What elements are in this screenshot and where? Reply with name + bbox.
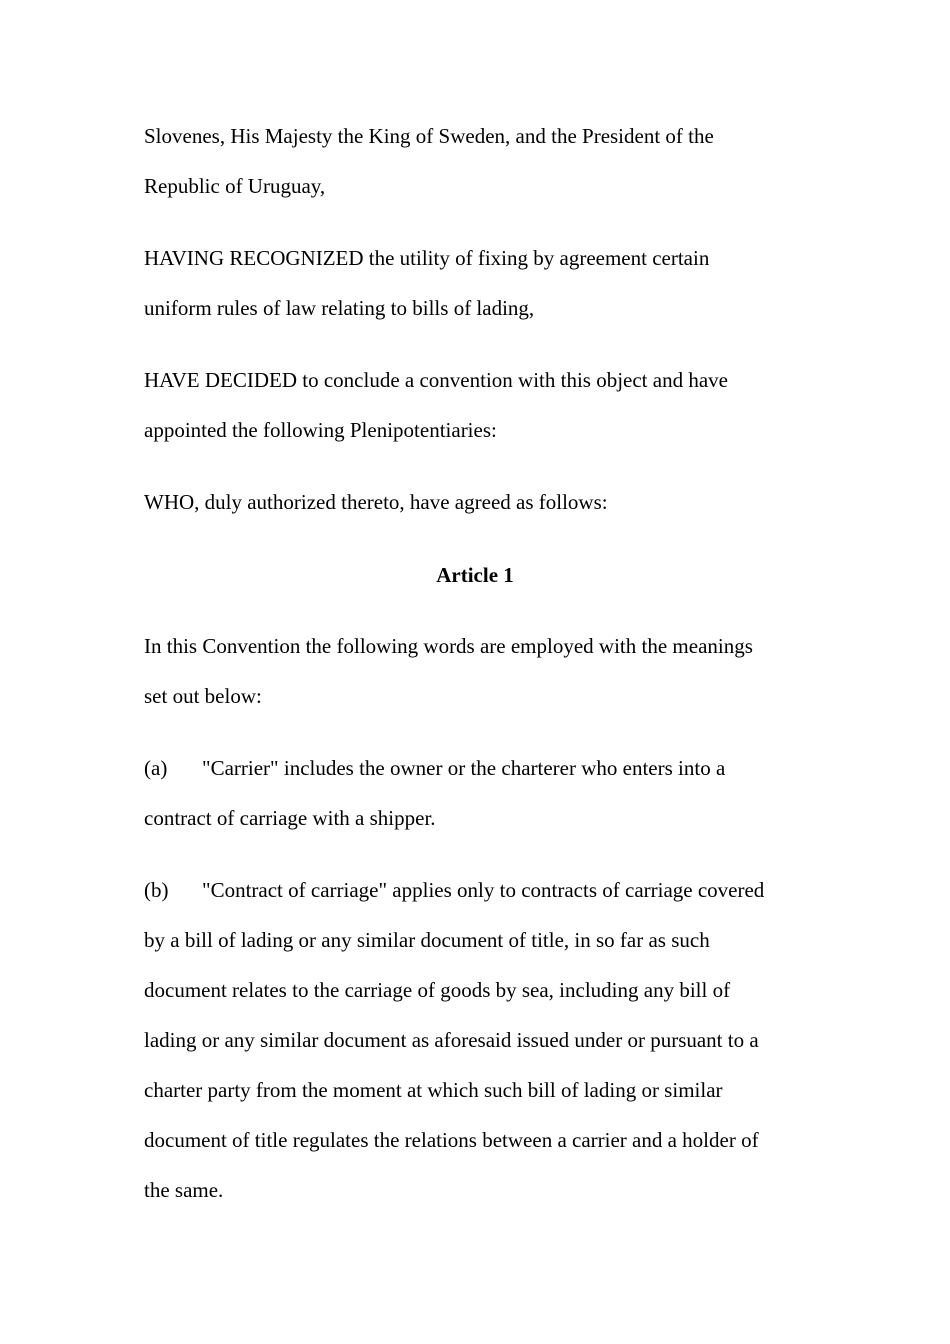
text-line: document of title regulates the relations between a carrier and a holder of bbox=[144, 1128, 759, 1152]
text-line: WHO, duly authorized thereto, have agreed as follows: bbox=[144, 490, 608, 514]
definition-item-b bbox=[144, 865, 816, 1215]
paragraph-having-recognized bbox=[144, 233, 816, 333]
item-label: (b) bbox=[144, 878, 169, 902]
text-line bbox=[144, 743, 816, 793]
text-line: Republic of Uruguay, bbox=[144, 174, 326, 198]
text-line: appointed the following Plenipotentiaries: bbox=[144, 418, 497, 442]
item-text: "Contract of carriage" applies only to contracts of carriage covered bbox=[202, 878, 765, 902]
text-line: In this Convention the following words are employed with the meanings bbox=[144, 634, 753, 658]
text-line: set out below: bbox=[144, 684, 262, 708]
text-line: Slovenes, His Majesty the King of Sweden, and the President of the bbox=[144, 124, 714, 148]
text-line: contract of carriage with a shipper. bbox=[144, 806, 436, 830]
paragraph-who-agreed bbox=[144, 477, 816, 527]
text-line: HAVE DECIDED to conclude a convention with this object and have bbox=[144, 368, 728, 392]
text-line: by a bill of lading or any similar document of title, in so far as such bbox=[144, 928, 710, 952]
definition-item-a bbox=[144, 743, 816, 843]
text-line: HAVING RECOGNIZED the utility of fixing by agreement certain bbox=[144, 246, 710, 270]
text-line: lading or any similar document as aforesaid issued under or pursuant to a bbox=[144, 1028, 759, 1052]
item-text: "Carrier" includes the owner or the charterer who enters into a bbox=[202, 756, 726, 780]
text-line: the same. bbox=[144, 1178, 224, 1202]
text-line bbox=[144, 865, 816, 915]
text-line: document relates to the carriage of goods by sea, including any bill of bbox=[144, 978, 731, 1002]
paragraph-have-decided bbox=[144, 355, 816, 455]
paragraph-intro bbox=[144, 621, 816, 721]
paragraph-parties bbox=[144, 111, 816, 211]
item-label: (a) bbox=[144, 756, 168, 780]
text-line: charter party from the moment at which such bill of lading or similar bbox=[144, 1078, 723, 1102]
article-heading: Article 1 bbox=[436, 563, 514, 587]
text-line: uniform rules of law relating to bills of lading, bbox=[144, 296, 535, 320]
